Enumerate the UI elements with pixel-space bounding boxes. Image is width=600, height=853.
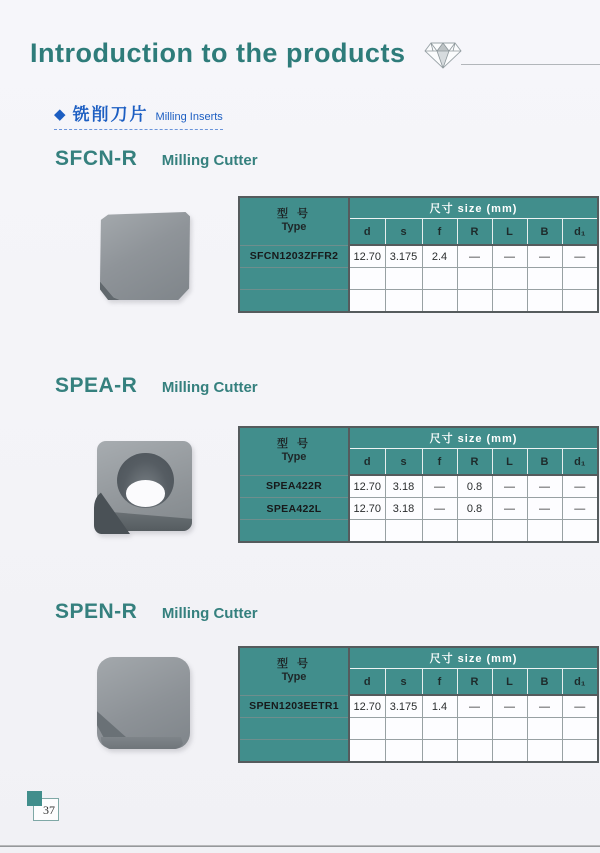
product-image-sfcn-insert <box>100 212 190 300</box>
spec-table-spea <box>238 426 599 543</box>
type-column-header <box>239 427 349 475</box>
value-cell: — <box>562 475 598 498</box>
page-bottom-edge <box>0 845 600 847</box>
col-header-f: f <box>422 669 457 696</box>
value-cell <box>422 740 457 763</box>
spec-table-spen <box>238 646 599 763</box>
value-cell: 3.175 <box>385 695 422 718</box>
type-header-en: Type <box>281 451 307 464</box>
value-cell: 1.4 <box>422 695 457 718</box>
section-title-spen-r <box>55 600 258 624</box>
type-header-zh: 型 号 <box>276 658 312 671</box>
value-cell <box>562 740 598 763</box>
type-cell: SFCN1203ZFFR2 <box>239 245 349 268</box>
table-row <box>239 520 598 543</box>
value-cell: — <box>527 498 562 520</box>
table-row <box>239 695 598 718</box>
col-header-d1: d₁ <box>562 669 598 696</box>
col-header-d: d <box>349 219 385 246</box>
type-header-zh: 型 号 <box>276 208 312 221</box>
col-header-B: B <box>527 219 562 246</box>
type-cell <box>239 290 349 313</box>
value-cell: — <box>457 695 492 718</box>
value-cell <box>457 520 492 543</box>
series-name: SFCN-R <box>55 147 138 170</box>
value-cell <box>562 290 598 313</box>
size-header: 尺寸 size (mm) <box>349 197 598 219</box>
value-cell: — <box>527 475 562 498</box>
value-cell <box>527 718 562 740</box>
value-cell: — <box>562 498 598 520</box>
value-cell <box>457 268 492 290</box>
type-cell <box>239 718 349 740</box>
value-cell <box>492 740 527 763</box>
type-cell: SPEA422L <box>239 498 349 520</box>
col-header-R: R <box>457 219 492 246</box>
value-cell <box>457 740 492 763</box>
value-cell <box>422 520 457 543</box>
value-cell <box>349 718 385 740</box>
col-header-d: d <box>349 669 385 696</box>
section-title-spea-r <box>55 374 258 398</box>
value-cell: — <box>492 245 527 268</box>
category-label-en: Milling Inserts <box>155 111 223 123</box>
table-row <box>239 498 598 520</box>
col-header-f: f <box>422 449 457 476</box>
series-subtitle: Milling Cutter <box>161 605 258 622</box>
type-cell: SPEN1203EETR1 <box>239 695 349 718</box>
value-cell: — <box>422 498 457 520</box>
series-name: SPEN-R <box>55 600 138 623</box>
type-cell: SPEA422R <box>239 475 349 498</box>
value-cell: 12.70 <box>349 498 385 520</box>
value-cell <box>527 740 562 763</box>
value-cell: 3.18 <box>385 498 422 520</box>
col-header-L: L <box>492 449 527 476</box>
value-cell <box>349 290 385 313</box>
col-header-s: s <box>385 219 422 246</box>
value-cell <box>385 268 422 290</box>
insert-top-face <box>100 212 190 300</box>
value-cell: — <box>492 498 527 520</box>
spec-table-sfcn <box>238 196 599 313</box>
value-cell <box>562 520 598 543</box>
category-heading <box>54 100 223 130</box>
section-title-sfcn-r <box>55 147 258 171</box>
value-cell: — <box>527 695 562 718</box>
col-header-d: d <box>349 449 385 476</box>
size-header: 尺寸 size (mm) <box>349 647 598 669</box>
insert-bottom-band <box>101 737 185 749</box>
header-rule <box>461 64 600 65</box>
value-cell <box>492 520 527 543</box>
col-header-s: s <box>385 449 422 476</box>
value-cell: 3.18 <box>385 475 422 498</box>
value-cell <box>492 718 527 740</box>
category-label-zh: 铣削刀片 <box>72 105 149 124</box>
diamond-bullet-icon: ◆ <box>54 106 66 123</box>
col-header-B: B <box>527 669 562 696</box>
type-column-header <box>239 647 349 695</box>
value-cell: 0.8 <box>457 498 492 520</box>
value-cell <box>527 290 562 313</box>
insert-center-hole <box>126 480 166 507</box>
value-cell <box>349 520 385 543</box>
type-cell <box>239 520 349 543</box>
value-cell: — <box>492 475 527 498</box>
value-cell: — <box>562 245 598 268</box>
value-cell <box>385 718 422 740</box>
value-cell <box>457 718 492 740</box>
value-cell <box>385 290 422 313</box>
type-header-en: Type <box>281 671 307 684</box>
value-cell: 0.8 <box>457 475 492 498</box>
value-cell <box>492 290 527 313</box>
value-cell <box>492 268 527 290</box>
product-image-spea-insert <box>97 441 192 531</box>
value-cell: — <box>527 245 562 268</box>
series-subtitle: Milling Cutter <box>161 379 258 396</box>
type-cell <box>239 268 349 290</box>
value-cell <box>385 520 422 543</box>
col-header-L: L <box>492 669 527 696</box>
table-row <box>239 718 598 740</box>
value-cell: 3.175 <box>385 245 422 268</box>
table-row <box>239 268 598 290</box>
value-cell <box>527 520 562 543</box>
series-name: SPEA-R <box>55 374 138 397</box>
table-row <box>239 740 598 763</box>
col-header-B: B <box>527 449 562 476</box>
col-header-f: f <box>422 219 457 246</box>
value-cell <box>457 290 492 313</box>
page-number: 37 <box>43 803 55 817</box>
value-cell <box>422 290 457 313</box>
value-cell <box>562 718 598 740</box>
page-title: Introduction to the products <box>30 38 406 68</box>
product-image-spen-insert <box>97 657 190 749</box>
value-cell <box>562 268 598 290</box>
type-header-zh: 型 号 <box>276 438 312 451</box>
value-cell: 12.70 <box>349 695 385 718</box>
value-cell <box>422 268 457 290</box>
col-header-R: R <box>457 669 492 696</box>
value-cell <box>422 718 457 740</box>
value-cell <box>349 740 385 763</box>
value-cell: 12.70 <box>349 475 385 498</box>
col-header-s: s <box>385 669 422 696</box>
value-cell: 12.70 <box>349 245 385 268</box>
col-header-d1: d₁ <box>562 219 598 246</box>
value-cell <box>349 268 385 290</box>
col-header-R: R <box>457 449 492 476</box>
value-cell: — <box>492 695 527 718</box>
type-cell <box>239 740 349 763</box>
table-row <box>239 290 598 313</box>
value-cell <box>385 740 422 763</box>
value-cell <box>527 268 562 290</box>
type-column-header <box>239 197 349 245</box>
size-header: 尺寸 size (mm) <box>349 427 598 449</box>
col-header-L: L <box>492 219 527 246</box>
series-subtitle: Milling Cutter <box>161 152 258 169</box>
diamond-gem-icon <box>424 40 462 70</box>
table-row <box>239 245 598 268</box>
value-cell: — <box>422 475 457 498</box>
value-cell: 2.4 <box>422 245 457 268</box>
type-header-en: Type <box>281 221 307 234</box>
table-row <box>239 475 598 498</box>
value-cell: — <box>562 695 598 718</box>
value-cell: — <box>457 245 492 268</box>
col-header-d1: d₁ <box>562 449 598 476</box>
